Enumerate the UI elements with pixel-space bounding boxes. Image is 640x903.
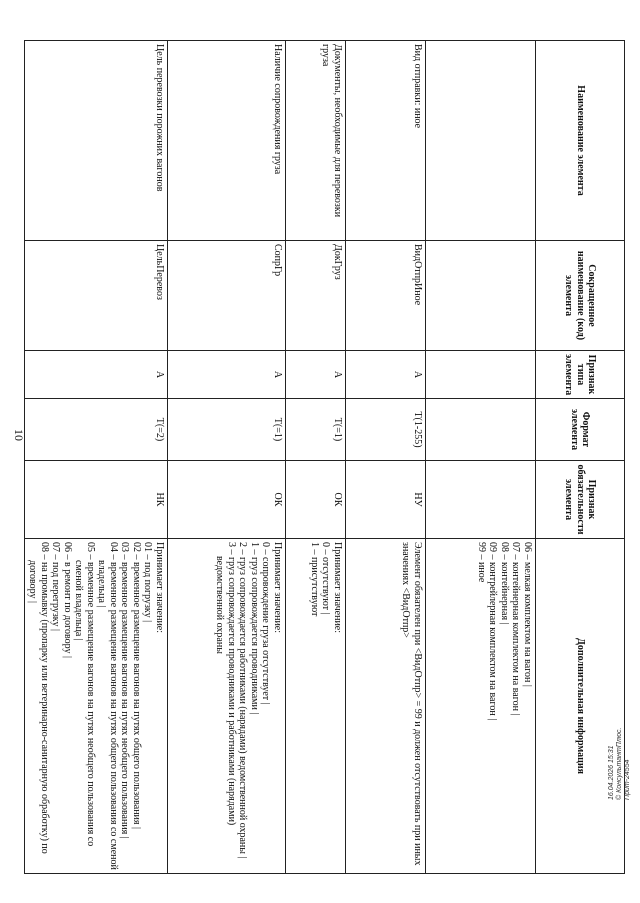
info-line: 01 – под погрузку | [142,542,154,623]
cell-info [168,539,286,874]
table-row [25,41,168,874]
info-line: Принимает значение: [332,542,343,634]
cell-code: ВидОтпрИное [346,241,426,351]
cell-type: А [168,351,286,399]
info-line: 09 – контрейлерная комплектом на вагон | [487,542,499,721]
cell-code: ЦельПеревоз [25,241,168,351]
table-row [168,41,286,874]
info-line: 0 – отсутствуют | [320,542,332,615]
cell-code: ДокГруз [286,241,346,351]
footer-date: 16.04.2026 15:31 [608,745,615,800]
info-line: 04 – временное размещение вагонов на путях общего пользования со сменой владельца | [96,542,119,870]
cell-format: T(1-255) [346,399,426,461]
header-format: Формат элемента [536,399,625,461]
info-line: 2 – груз сопровождается работниками (нарядами) ведомственной охраны | [237,542,249,859]
cell-name: Документы, необходимые для перевозки груза [286,41,346,241]
table-row [346,41,426,874]
rotated-page-content [27,40,625,873]
cell-required: НК [25,461,168,539]
cell-format [426,399,536,461]
cell-info [25,539,168,874]
info-line: Принимает значение: [154,542,165,634]
cell-format: T(=1) [168,399,286,461]
info-line: 0 – сопровождение груза отсутствует | [260,542,272,705]
footer-stamp [608,700,638,800]
info-line: 03 – временное размещение вагонов на путях необщего пользования | [119,542,131,839]
info-line: 08 – контейнерная | [499,542,510,625]
info-line: 06 – в ремонт по договору | [62,542,73,659]
cell-required: ОК [286,461,346,539]
cell-required: ОК [168,461,286,539]
info-line: 1 – присутствуют [309,542,320,617]
info-line: 99 – иное [476,542,487,583]
table-row [286,41,346,874]
cell-name: Цель перевозки порожних вагонов [25,41,168,241]
cell-code [426,241,536,351]
cell-name [426,41,536,241]
cell-name: Вид отправки: иное [346,41,426,241]
cell-type [426,351,536,399]
cell-format: T(=2) [25,399,168,461]
info-line: Принимает значение: [272,542,283,634]
header-info: Дополнительная информация [536,539,625,874]
cell-info [426,539,536,874]
cell-type: А [346,351,426,399]
header-required: Признак обязательности элемента [536,461,625,539]
cell-type: А [286,351,346,399]
element-table [24,40,625,874]
info-line: 05 – временное размещение вагонов на путях необщего пользования со сменой владельца | [73,542,96,847]
cell-type: А [25,351,168,399]
info-line: 07 – контейнерная комплектом на вагон | [510,542,522,716]
cell-required [426,461,536,539]
info-line: 1 – груз сопровождается проводниками | [249,542,260,715]
footer-source: © КонсультантПлюс. Прит-24554 [616,727,631,800]
cell-code: СопрГр [168,241,286,351]
info-line: 02 – временное размещение вагонов на путях общего пользования | [131,542,142,829]
cell-format: T(=1) [286,399,346,461]
cell-name: Наличие сопровождения груза [168,41,286,241]
info-line: 06 – мелкая комплектом на вагон | [522,542,533,687]
header-name: Наименование элемента [536,41,625,241]
header-code: Сокращенное наименование (код) элемента [536,241,625,351]
info-line: 08 – на промывку (пропарку или ветеринарно-санитарную обработку) по договору | [27,542,50,854]
cell-info [346,539,426,874]
table-row [426,41,536,874]
header-type: Признак типа элемента [536,351,625,399]
cell-info [286,539,346,874]
cell-required: НУ [346,461,426,539]
info-line: Элемент обязателен при <ВидОтпр> = 99 и должен отсутствовать при иных значениях <ВидОтпр> [400,542,423,866]
page-number: 10 [12,429,26,441]
info-line: 07 – под перегрузку | [50,542,62,632]
info-line: 3 – груз сопровождается проводниками и работниками (нарядами) ведомственной охраны [214,542,237,826]
